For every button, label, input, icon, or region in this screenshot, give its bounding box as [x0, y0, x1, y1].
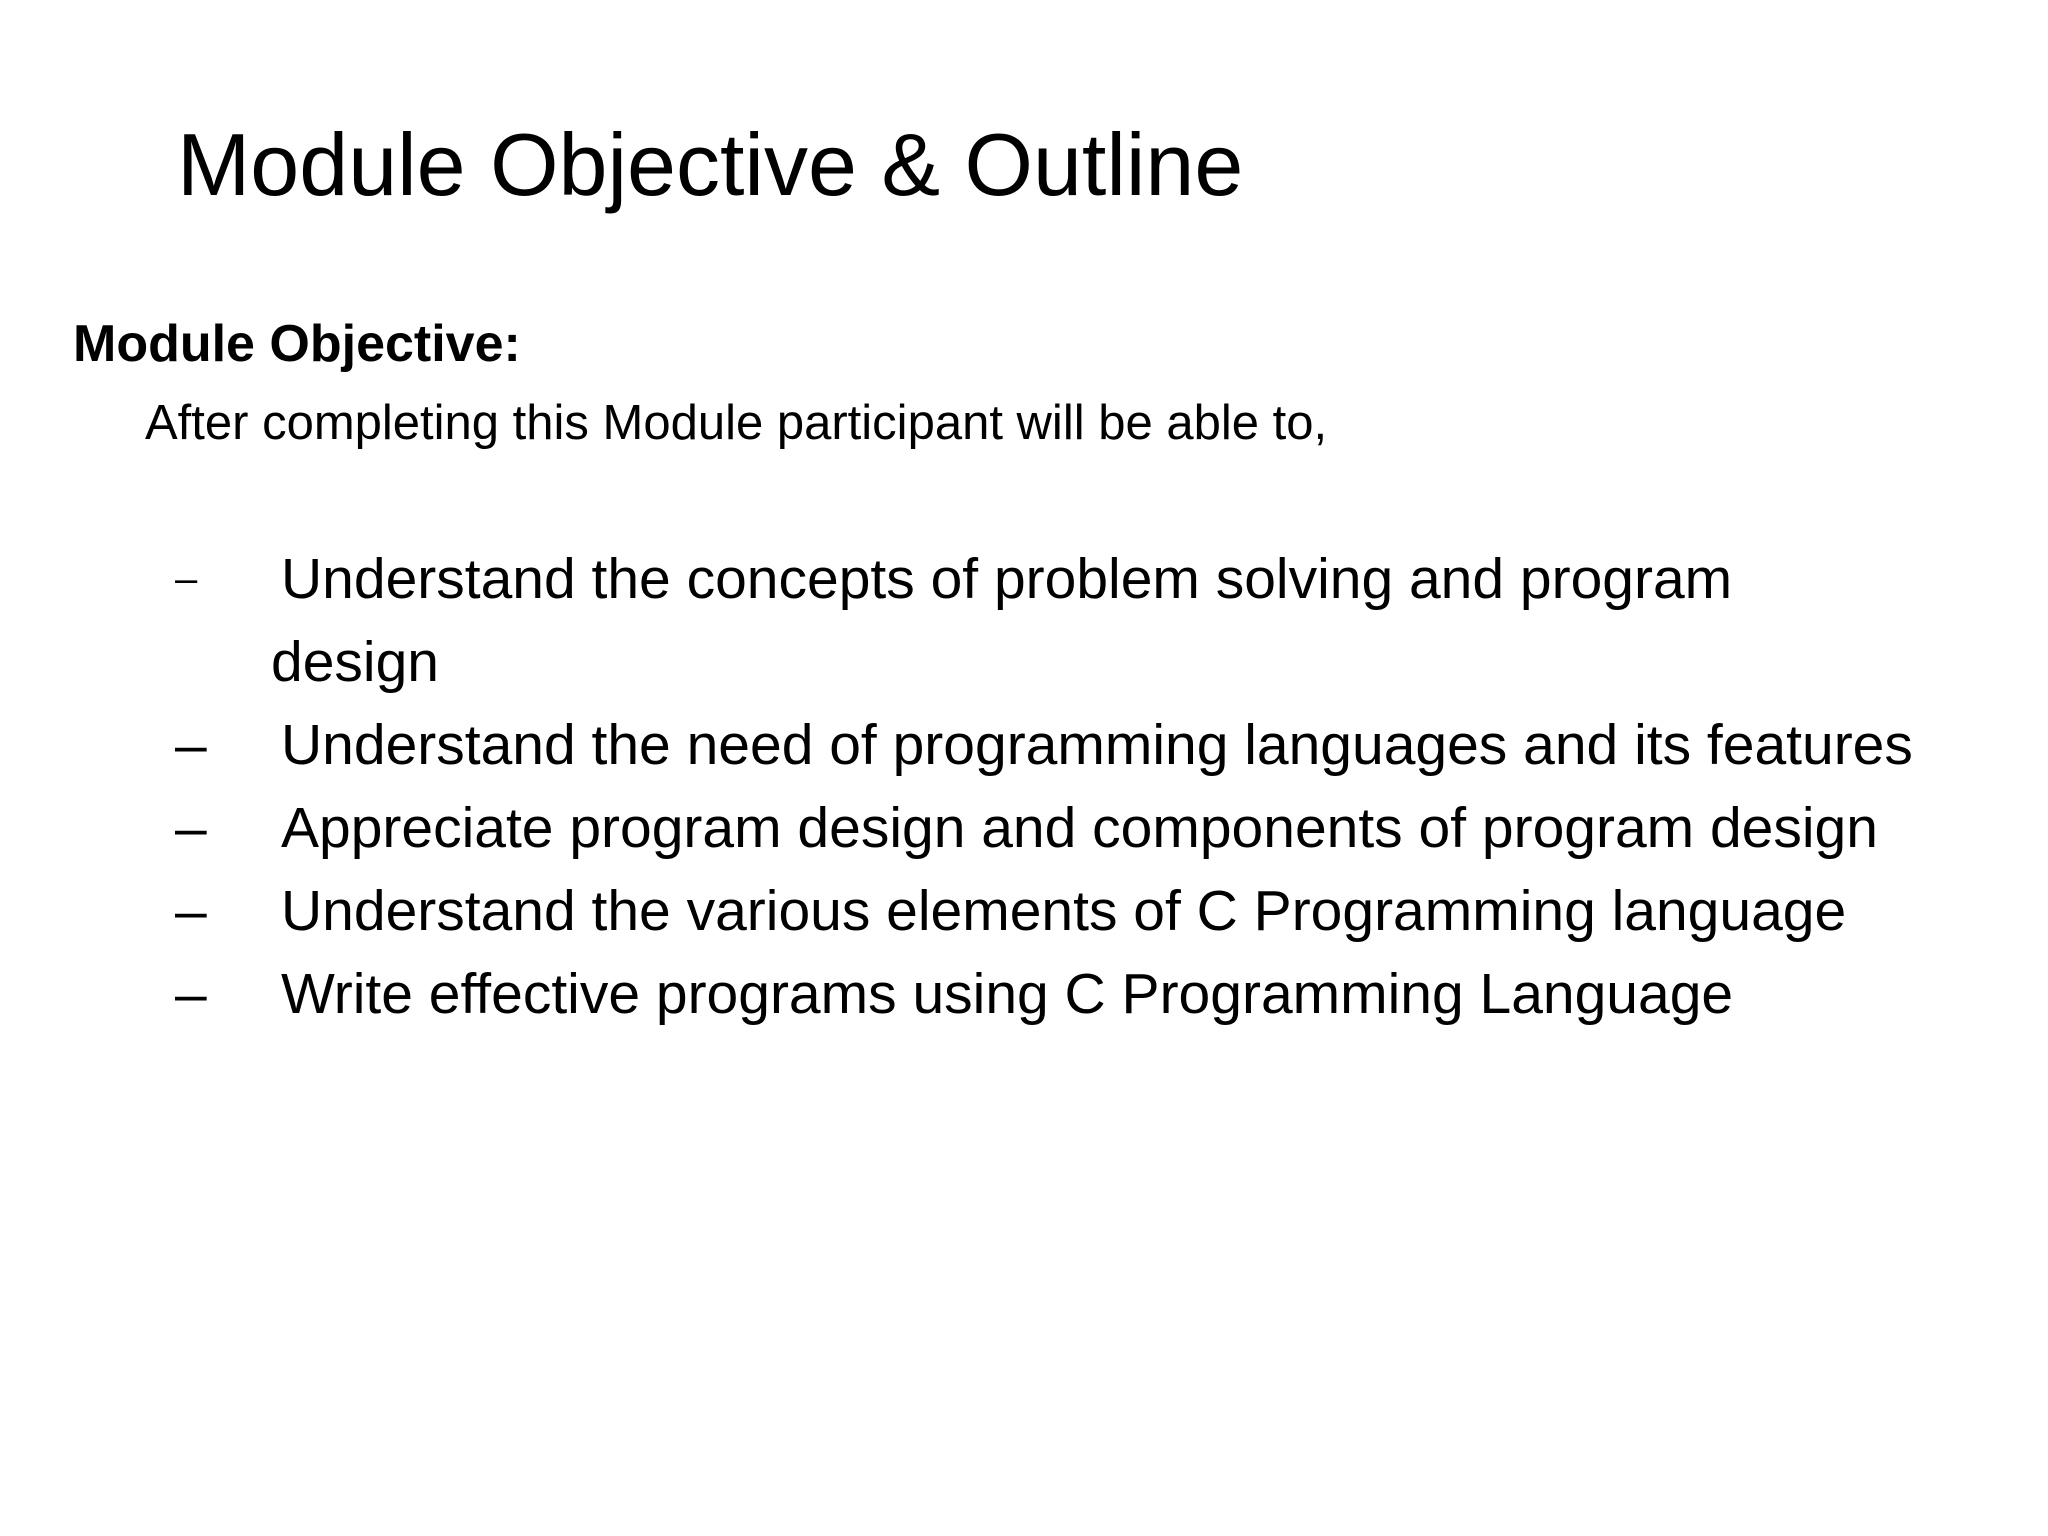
list-item-text-continued: design [271, 630, 439, 694]
list-item [175, 704, 2035, 787]
list-item-text: Understand the concepts of problem solving and program [281, 547, 1733, 611]
bullet-marker: – [175, 879, 207, 943]
list-item [175, 870, 2035, 953]
bullet-marker: – [175, 796, 207, 860]
objectives-list [175, 538, 2035, 1036]
slide-title: Module Objective & Outline [177, 115, 1244, 214]
list-item [175, 953, 2035, 1036]
list-item-text: Write effective programs using C Programming Language [281, 962, 1734, 1026]
list-item-text: Understand the various elements of C Programming language [281, 879, 1847, 943]
bullet-marker: – [175, 962, 207, 1026]
intro-text: After completing this Module participant will be able to, [145, 396, 1328, 450]
list-item [175, 538, 2035, 704]
list-item-text: Appreciate program design and components of program design [281, 796, 1878, 860]
bullet-marker: – [175, 713, 207, 777]
list-item-text: Understand the need of programming languages and its features [281, 713, 1913, 777]
bullet-marker: – [175, 557, 198, 601]
list-item [175, 787, 2035, 870]
section-heading: Module Objective: [73, 315, 521, 373]
